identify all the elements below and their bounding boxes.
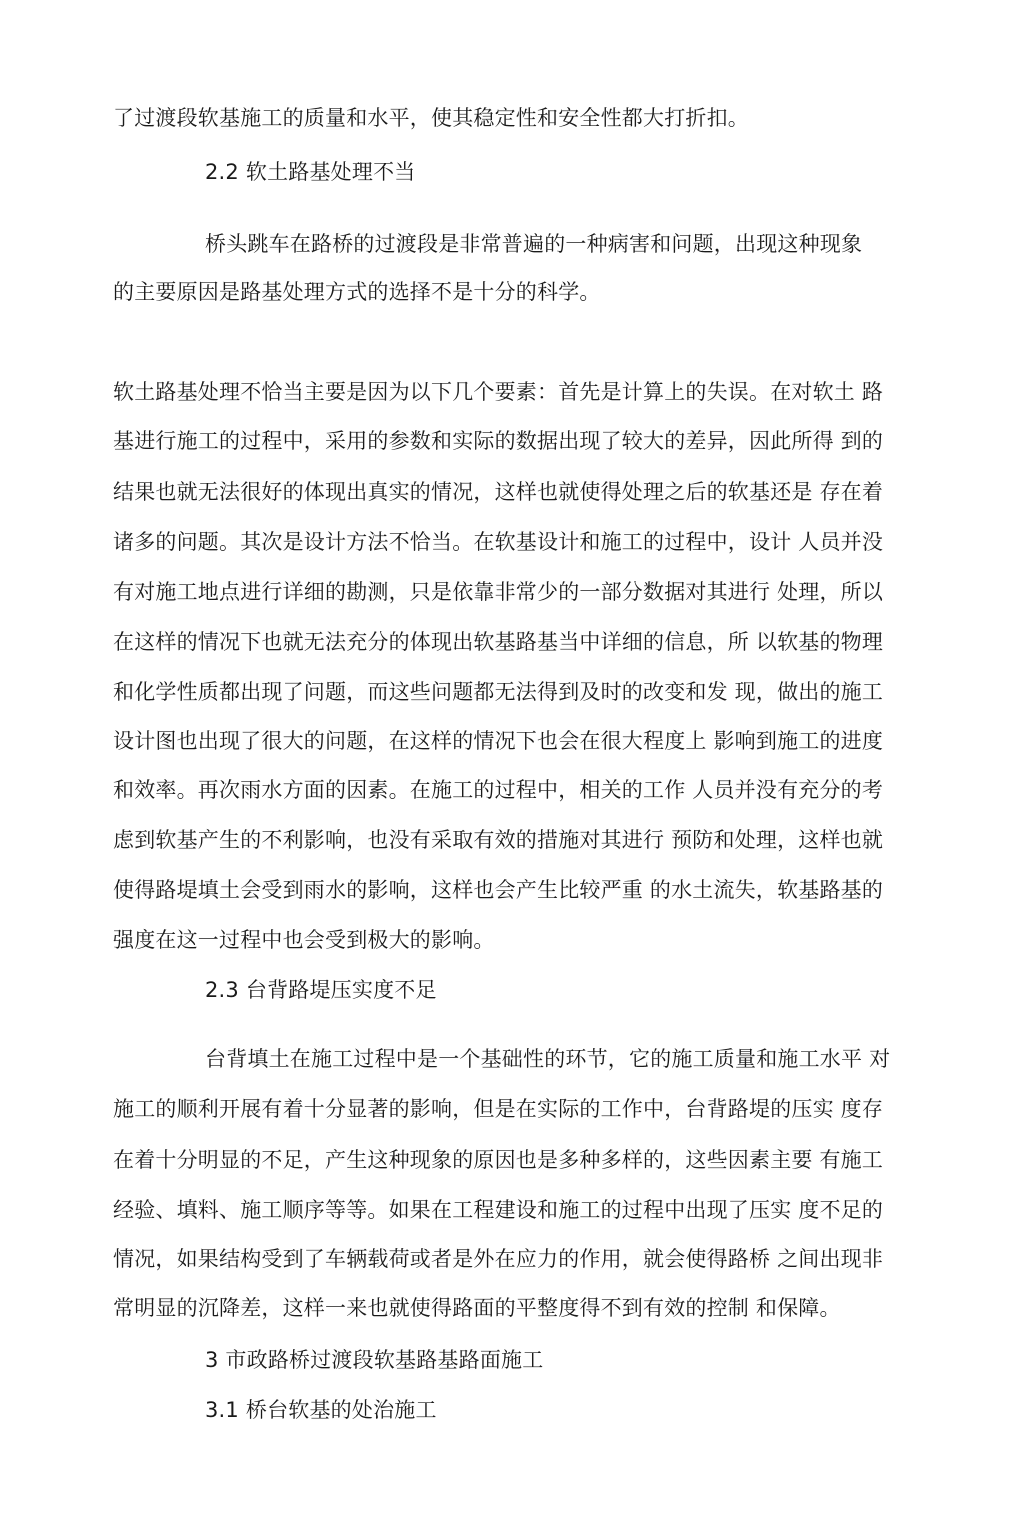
paragraph-line: 的主要原因是路基处理方式的选择不是十分的科学。 <box>113 280 601 304</box>
section-heading-3-1: 3.1 桥台软基的处治施工 <box>205 1398 437 1422</box>
paragraph-line: 在着十分明显的不足，产生这种现象的原因也是多种多样的，这些因素主要 有施工 <box>113 1148 884 1172</box>
paragraph-line: 了过渡段软基施工的质量和水平，使其稳定性和安全性都大打折扣。 <box>113 106 749 130</box>
paragraph-line: 和化学性质都出现了问题，而这些问题都无法得到及时的改变和发 现，做出的施工 <box>113 680 884 704</box>
paragraph-line: 常明显的沉降差，这样一来也就使得路面的平整度得不到有效的控制 和保障。 <box>113 1296 841 1320</box>
paragraph-line: 在这样的情况下也就无法充分的体现出软基路基当中详细的信息，所 以软基的物理 <box>113 630 884 654</box>
paragraph-line: 基进行施工的过程中，采用的参数和实际的数据出现了较大的差异，因此所得 到的 <box>113 429 884 453</box>
paragraph-line: 使得路堤填土会受到雨水的影响，这样也会产生比较严重 的水土流失，软基路基的 <box>113 878 884 902</box>
paragraph-line: 强度在这一过程中也会受到极大的影响。 <box>113 928 495 952</box>
paragraph-line: 有对施工地点进行详细的勘测，只是依靠非常少的一部分数据对其进行 处理，所以 <box>113 580 884 604</box>
paragraph-line: 施工的顺利开展有着十分显著的影响，但是在实际的工作中，台背路堤的压实 度存 <box>113 1097 884 1121</box>
paragraph-line: 设计图也出现了很大的问题，在这样的情况下也会在很大程度上 影响到施工的进度 <box>113 729 884 753</box>
paragraph-line: 桥头跳车在路桥的过渡段是非常普遍的一种病害和问题，出现这种现象 <box>205 232 863 256</box>
paragraph-line: 诸多的问题。其次是设计方法不恰当。在软基设计和施工的过程中，设计 人员并没 <box>113 530 884 554</box>
section-heading-2-3: 2.3 台背路堤压实度不足 <box>205 978 437 1002</box>
paragraph-line: 结果也就无法很好的体现出真实的情况，这样也就使得处理之后的软基还是 存在着 <box>113 480 884 504</box>
paragraph-line: 台背填土在施工过程中是一个基础性的环节，它的施工质量和施工水平 对 <box>205 1047 891 1071</box>
section-heading-3: 3 市政路桥过渡段软基路基路面施工 <box>205 1348 544 1372</box>
paragraph-line: 经验、填料、施工顺序等等。如果在工程建设和施工的过程中出现了压实 度不足的 <box>113 1198 884 1222</box>
section-heading-2-2: 2.2 软土路基处理不当 <box>205 160 416 184</box>
paragraph-line: 情况，如果结构受到了车辆载荷或者是外在应力的作用，就会使得路桥 之间出现非 <box>113 1247 884 1271</box>
paragraph-line: 虑到软基产生的不利影响，也没有采取有效的措施对其进行 预防和处理，这样也就 <box>113 828 884 852</box>
paragraph-line: 软土路基处理不恰当主要是因为以下几个要素：首先是计算上的失误。在对软土 路 <box>113 380 884 404</box>
paragraph-line: 和效率。再次雨水方面的因素。在施工的过程中，相关的工作 人员并没有充分的考 <box>113 778 884 802</box>
